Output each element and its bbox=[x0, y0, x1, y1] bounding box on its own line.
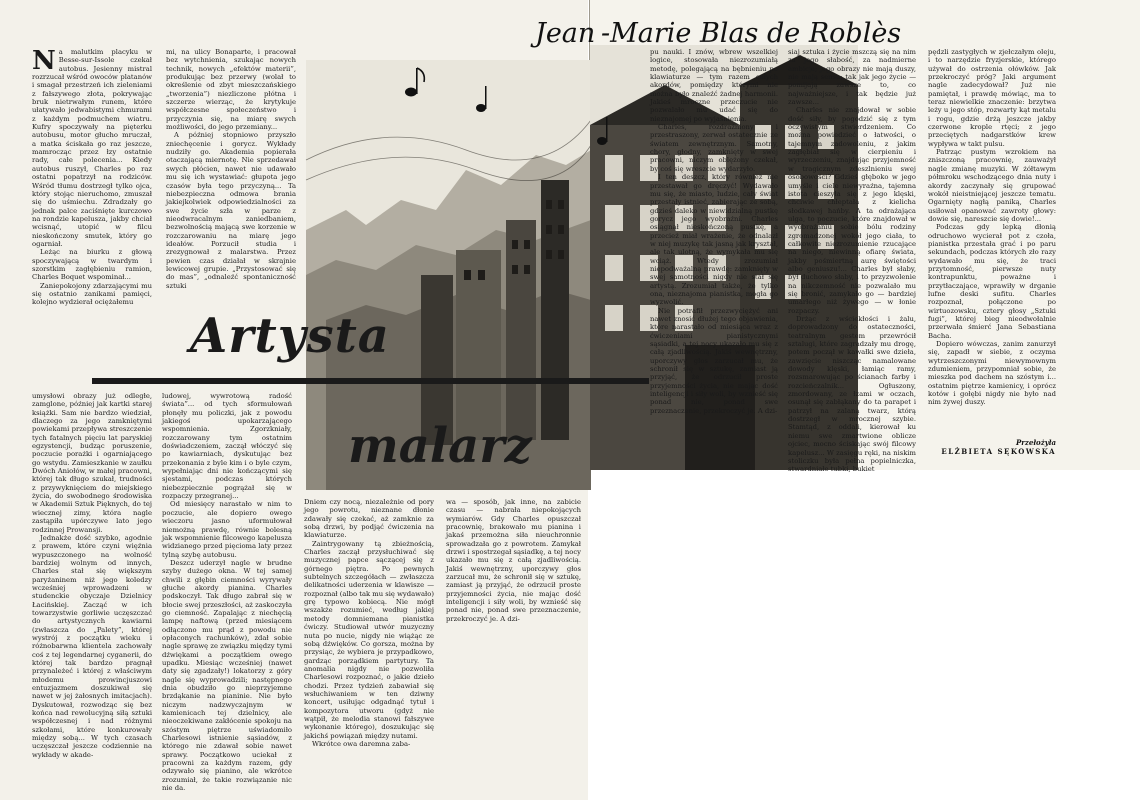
paragraph: Wkrótce owa daremna zaba- bbox=[312, 739, 411, 748]
column-4 bbox=[162, 392, 292, 797]
author-name-part2: -Marie Blas de Roblès bbox=[601, 18, 902, 49]
paragraph: Leżąc na biurku z głową spoczywającą w twardym i szorstkim zagłębieniu ramion, Charles Boquet wspominał... bbox=[32, 248, 152, 282]
story-title-line1: Artysta bbox=[190, 308, 390, 364]
paragraph: siaj sztuka i życie mszczą się na nim za jego słabość, za nadmierne ambicje; jego obrazy nie mają duszy, nie mają sensu; tak jak jego życie — pomijają zawsze to, co najważniejsze, i tak będzie już zawsze... bbox=[788, 48, 916, 107]
column-1 bbox=[32, 48, 152, 368]
paragraph: Dniem czy nocą, niezależnie od pory jego powrotu, nieznane dłonie zdawały się czekać, aż zamknie za sobą drzwi, by podjąć ćwiczenia na klawiaturze. bbox=[304, 498, 434, 540]
story-title-line2: malarz bbox=[348, 418, 532, 474]
translator-label: Przełożyła bbox=[1015, 438, 1056, 447]
paragraph: A później stopniowo przyszło zniechęcenie i gorycz. Wykłady nudziły go. Akademia popierała otaczającą miernotę. Nie sprzedawał swych płócien, nawet nie udawało mu się ich wystawiać: głupota jego czasów była tego przyczyną... Ta niebezpieczna odmowa brania jakiejkolwiek odpowiedzialności za swe życie szła w parze z nieodwracalnym zaniedbaniem, bezwolnością mającą swe korzenie w rozczarowaniu na miarę jego ideałów. Porzucił studia i zrezygnował z malarstwa. Przez pewien czas działał w skrajnie lewicowej grupie. „Przystosować się do mas”, „odnaleźć spontaniczność sztuki bbox=[166, 131, 296, 290]
title-rule-left bbox=[92, 378, 590, 384]
author-name-part1: Jean bbox=[535, 18, 596, 49]
paragraph: Drżąc z wściekłości i żalu, doprowadzony do ostateczności, teatralnym gestem przewrócił sztalugi, które zagradzały mu drogę, potem począł w kawałki swe dzieła, zawzięcie niszcząc namalowane dowody klęski, łamiąc ramy, rozsmarowując po ścianach farby i rozcieńczalnik... Ogłuszony, zmordowany, ze łzami w oczach, osunął się zabłąkany do ta parapet i patrzył na zalaną twarz, którą dostrzegł w mrocznej szybie. Stamtąd, z oddali, kierował ku niemu swe zmartwione oblicze ojciec, mocno ściskając swój filcowy kapelusz... W zasięgu ręki, na niskim stoliczku była pełna popielniczka, stwardniałe tubki, bukiet bbox=[788, 315, 916, 474]
column-6 bbox=[446, 498, 581, 798]
title-rule-right bbox=[589, 378, 649, 384]
column-7 bbox=[650, 48, 778, 456]
paragraph: Od miesięcy narastało w nim to poczucie, ale dopiero owego wieczoru jasno uformułował niemożną prawdę, równie bolesną jak wspomnienie filcowego kapelusza widzianego przed pięcioma laty przez tylną szybę autobusu. bbox=[162, 500, 292, 559]
paragraph: pędzli zastygłych w zjełczałym oleju, i to narzędzie fryzjerskie, którego używał do ostrzenia ołówków. Jak przekroczyć próg? Jaki argument nagle zadecydował? Już nie pamiętał, i prawdę mówiąc, ma to teraz niewielkie znaczenie: brzytwa leży u jego stóp, rozwarty kąt metalu i rogu, gdzie drżą jeszcze jakby czerwone krople rtęci; z jego przeciętych nadgarstków krew wypływa w takt pulsu. bbox=[928, 48, 1056, 148]
translator-name: ELŻBIETA SĘKOWSKA bbox=[941, 447, 1056, 456]
paragraph: mi, na ulicy Bonaparte, i pracował bez wytchnienia, szukając nowych technik, nowych „efektów materii”, produkując bez przerwy (wolał to określenie od zbyt mieszczańskiego „tworzenia”) niezliczone płótna i szczerze wierząc, że krytykuje współczesne społeczeństwo i przyczynia się, na miarę swych możliwości, do jego przemiany... bbox=[166, 48, 296, 132]
paragraph: pu nauki. I znów, wbrew wszelkiej logice, stosowała niezrozumiałą metodę, polegającą na bębnieniu po klawiaturze — tym razem całych akordów, pomiędzy którymi nie można było znaleźć żadnej harmonii. Jakieś mroczne przeczucie nie pozwalało mu udać się do nieznajomej po wyjaśnienia. bbox=[650, 48, 778, 123]
paragraph: Charles, rozdrażniony i przestraszony, zerwał ostatecznie ze światem zewnętrznym. Samotny, chory, głodny, zamknięty w swej pracowni, niczym oblężony czekał, by coś się wreszcie wydarzyło. bbox=[650, 123, 778, 173]
paragraph: Nie potrafił przezwyciężyć ani nawet znosić dłużej tego objawienia, które narastało od miesiąca wraz z ćwiczeniami pianistycznymi sąsiadki, a tej nocy ukazało mu się z całą zjadliwością. Jakiś wewnętrzny, uporczywy głos zarzucał mu, że schronił się w sztukę, zamiast ją przyjąć, że odrzucił proste przyjemności życia, nie mając dość inteligencji i siły woli, by wznieść się ponad nie, ponad swe przeznaczenie, przekroczyć je. A dzi- bbox=[650, 306, 778, 415]
paragraph: Jednakże dość szybko, agodnie z prawem, które czyni więźnia wypuszczonego na wolność bardziej wolnym od innych, Charles stał się większym paryżaninem niż jego koledzy wcześniej wprowadzeni w studenckie obyczaje Dzielnicy Łacińskiej. Zacząć w ich towarzystwie gorliwie uczęszczać do artystycznych kawiarni (zwłaszcza do „Palety”, której wystrój z początku wieku i różnobarwna klientela zachowały coś z tej legendarnej cyganerii, do której tak bardzo pragnął przynależeć i której z właściwym młodemu prowincjuszowi entuzjazmem doszukiwał się nawet w jej żałosnych imitacjach). Dyskutował, rozwodząc się bez końca nad rewolucyjną siłą sztuki współczesnej i nad różnymi szkołami, które konkurowały między sobą... W tych czasach uczęszczał jeszcze codziennie na wykłady w akade- bbox=[32, 533, 152, 759]
paragraph: wa — sposób, jak inne, na zabicie czasu — nabrała niepokojących wymiarów. Gdy Charles opuszczał pracownię, brakowało mu pianina i jakaś przemożna siła nieuchronnie sprowadzała go z powrotem. Zamykał drzwi i spostrzegał sąsiadkę, a tej nocy ukazało mu się z całą zjadliwością. Jakiś wewnętrzny, uporczywy głos zarzucał mu, że schronił się w sztukę, zamiast ją przyjąć, że odrzucił proste przyjemności życia, nie mając dość inteligencji i siły woli, by wznieść się ponad nie, ponad swe przeznaczenie, przekroczyć je. A dzi- bbox=[446, 498, 581, 623]
paragraph: Podczas gdy lepką dłonią odruchowo wycierał pot z czoła, pianistka przestała grać i po paru sekundach, podczas których zło razy wydawało mu się, że traci przytomność, pierwsze nuty kontrapunktu, poważne i przytłaczające, wprawiły w drganie lufne deski sufitu. Charles rozpoznał, połączone po wirtuozowsku, cztery głosy „Sztuki fugi”, której bieg nieodwołalnie przerwała śmierć Jana Sebastiana Bacha. bbox=[928, 223, 1056, 340]
column-8 bbox=[788, 48, 916, 474]
paragraph: I ten deszcz, który również nie przestawał go dręczyć! Wydawało mu się, że miasto, ludzie, cały świat przestały istnieć, zabierając ze sobą, gdzieś daleko w niewidzialną pustkę gorycz jego wyobraźni. Charles osiągnął nieskończoną pustkę, a przecież miał wrażenie, że odnalazł w niej muzykę tak jasną jak kryształ, ale tak ulotną, że wymykała mu się wciąż. Wtedy zrozumiał niepodważalną prawdę: zamknięty w swej samotności nigdy nie stał się artystą. Zrozumiał także, że tylko ona, nieznajoma pianistka, mogła go wyzwolić. bbox=[650, 173, 778, 307]
column-2 bbox=[166, 48, 296, 306]
paragraph: ludowej, wywrotową radość świata”... od tych sformułowań płonęły mu policzki, jak z powodu jakiegoś upokarzającego wspomnienia. Zgorzkniały, rozczarowany tym ostatnim doświadczeniem, zaczął włóczyć się po kawiarniach, dyskutując bez przekonania z byle kim i o byle czym, wypełniając dni nie kończącymi się sjestami, podczas których niebezpiecznie pogrążał się w rozpaczy przegranej... bbox=[162, 392, 292, 501]
drop-cap: N bbox=[32, 46, 56, 76]
paragraph: Deszcz uderzył nagle w brudne szyby dużego okna. W tej samej chwili z głębin ciemności wyrywały głuche akordy pianina. Charles podskoczył. Tak długo zabrał się w błocie swej przeszłości, aż zaskoczyła go ciemność. Zapalając z niechęcią lampę naftową (przed miesiącem odłączono mu prąd z powodu nie opłaconych rachunków), zdał sobie nagle sprawę ze związku między tymi dźwiękami a początkiem owego upadku. Miesiąc wcześniej (nawet daty się zgadzały!) lokatorzy z góry nagle się wyprowadzili; następnego dnia obudziło go nieprzyjemne brzdąkanie na pianinie. Nie było niczym nadzwyczajnym w kamienicach tej dzielnicy, ale nieoczekiwane zakłócenie spokoju na szóstym piętrze uświadomiło Charlesowi istnienie sąsiadów, z którego nie zdawał sobie nawet sprawy. Początkowo uciekał z pracowni za każdym razem, gdy odzywało się pianino, ale wkrótce zrozumiał, że takie rozwiązanie nic nie da. bbox=[162, 558, 292, 793]
paragraph: Dopiero wówczas, zanim zanurzył się, zapadł w siebie, z oczyma wytrzeszczonymi niewymownym zdumieniem, przypomniał sobie, że mieszka pod dachem na szóstym i... ostatnim piętrze kamienicy, i oprócz kotów i gołębi nigdy nie było nad nim żywej duszy. bbox=[928, 340, 1056, 407]
paragraph: Patrząc pustym wzrokiem na zniszczoną pracownię, zauważył nagle zmianę muzyki. W żółtawym półmroku wschodzącego dnia nuty i akordy zaczynały się grupować wokół nieistniejącej jeszcze tematu. Ogarnięty nagłą paniką, Charles usiłował opanować zawroty głowy: dowie się, nareszcie się dowie!... bbox=[928, 148, 1056, 223]
paragraph: Charles nie znajdował w sobie dość siły, by pogodzić się z tym oczywistym stwierdzeniem. Co można powiedzieć o łatwości, o tajemnym zadowoleniu, z jakim zagłębiał się w cierpieniu i wyrzeczeniu, znajdując przyjemność w tragicznym zdeszlnieniu swej osobowości? Gdzieś głęboko w jego umyśle i ciele niewyraźna, tajemna istota cieszyła się z jego klęski, chciwie chłeptała z kielicha słodkawej hańby. A ta odrażająca ulga, to poczucie, które znajdował w wyobrażaniu sobie bólu rodziny zgromadzonej wokół jego ciała, to całkowite niezrozumienie rzucające na niego, niewinną ofiarę świata, jakby pośmiertną aurę świętości albo geniuszu!... Charles był słaby, był duchowo słaby, i to przyzwolenie na nikczemność nie pozwalało mu się bronić, zamykało go — bardziej umarłego niż żywego — w łonie rozpaczy. bbox=[788, 106, 916, 315]
paragraph: umysłowi obrazy już odległe, zamglone, później jak kartki starej książki. Sam nie bardzo wiedział, dlaczego za jego zamkniętymi powiekami przepływa streszczenie tych fatalnych pięciu lat paryskiej egzystencji, budząc poruszenie, poczucie porażki i ogarniającego go wstydu. Zamieszkanie w zaułku Dwóch Aniołów, w małej pracowni, której tak długo szukał, trudności z przywyknięciem do miejskiego życia, do swobodnego środowiska w Akademii Sztuk Pięknych, do tej wiecznej zimy, która nagle zastąpiła upórczywe lato jego rodzinnej Prowansji. bbox=[32, 392, 152, 534]
column-9 bbox=[928, 48, 1056, 426]
column-5 bbox=[304, 498, 434, 798]
column-3 bbox=[32, 392, 152, 797]
paragraph: Zaniepokojony zdarzającymi mu się ostatnio zanikami pamięci, kolejno wydzierał ociężałemu bbox=[32, 281, 152, 307]
paragraph: Na malutkim placyku w Besse-sur-Issole czekał autobus. Jesienny mistral rozrzucał wśród owoców platanów i smagał przestrzeń ich zieleniami z fałszywego złota, pokrywając bruk nietrwałym runem, które ułatywało jedwabistymi chmurami z każdym podmuchem wiatru. Kufry spoczywały na pięterku autobusu, motor głucho mruczał, a matka ściskała go raz jeszcze, mamrocząc przez łzy ostatnie rady, całe polecenia... Kiedy autobus ruszył, Charles po raz ostatni popatrzył na rodziców. Wśród tłumu dostrzegł tylko ojca, który stojąc nieruchomo, zmuszał się do uśmiechu. Zdradzały go jednak palce zaciśnięte kurczowo na rondzie kapelusza, jakby chciał wcisnąć, utopić w filcu nieskończony smutek, który go ogarniał. bbox=[32, 46, 152, 248]
paragraph: Zaintrygowany tą zbieżnością, Charles zaczął przysłuchiwać się muzycznej papce sączącej się z górnego piętra. Po pewnych subtelnych szczegółach — zwłaszcza delikatności uderzenia w klawisze — rozpoznał (albo tak mu się wydawało) grę typowo kobiecą. Nie mógł wszakże rozumieć, według jakiej metody domniemana pianistka ćwiczy. Studiował utwór muzyczny nuta po nucie, nigdy nie wiążąc ze sobą dźwięków. Co gorsza, można by przysiąc, że wybiera je przypadkowo, gardząc porządkiem partytury. Ta anomalia nigdy nie pozwoliła Charlesowi rozpoznać, o jakie dzieło chodzi. Przez tydzień zabawiał się wsłuchiwaniem w ten dziwny koncert, usiłując odgadnąć tytuł i kompozytora utworu (gdyż nie wątpił, że melodia stanowi fałszywe wykonanie którego), doszukując się jakichś powiązań między nutami. bbox=[304, 539, 434, 740]
translator-credit bbox=[930, 438, 1056, 456]
blank-area bbox=[589, 470, 1140, 800]
